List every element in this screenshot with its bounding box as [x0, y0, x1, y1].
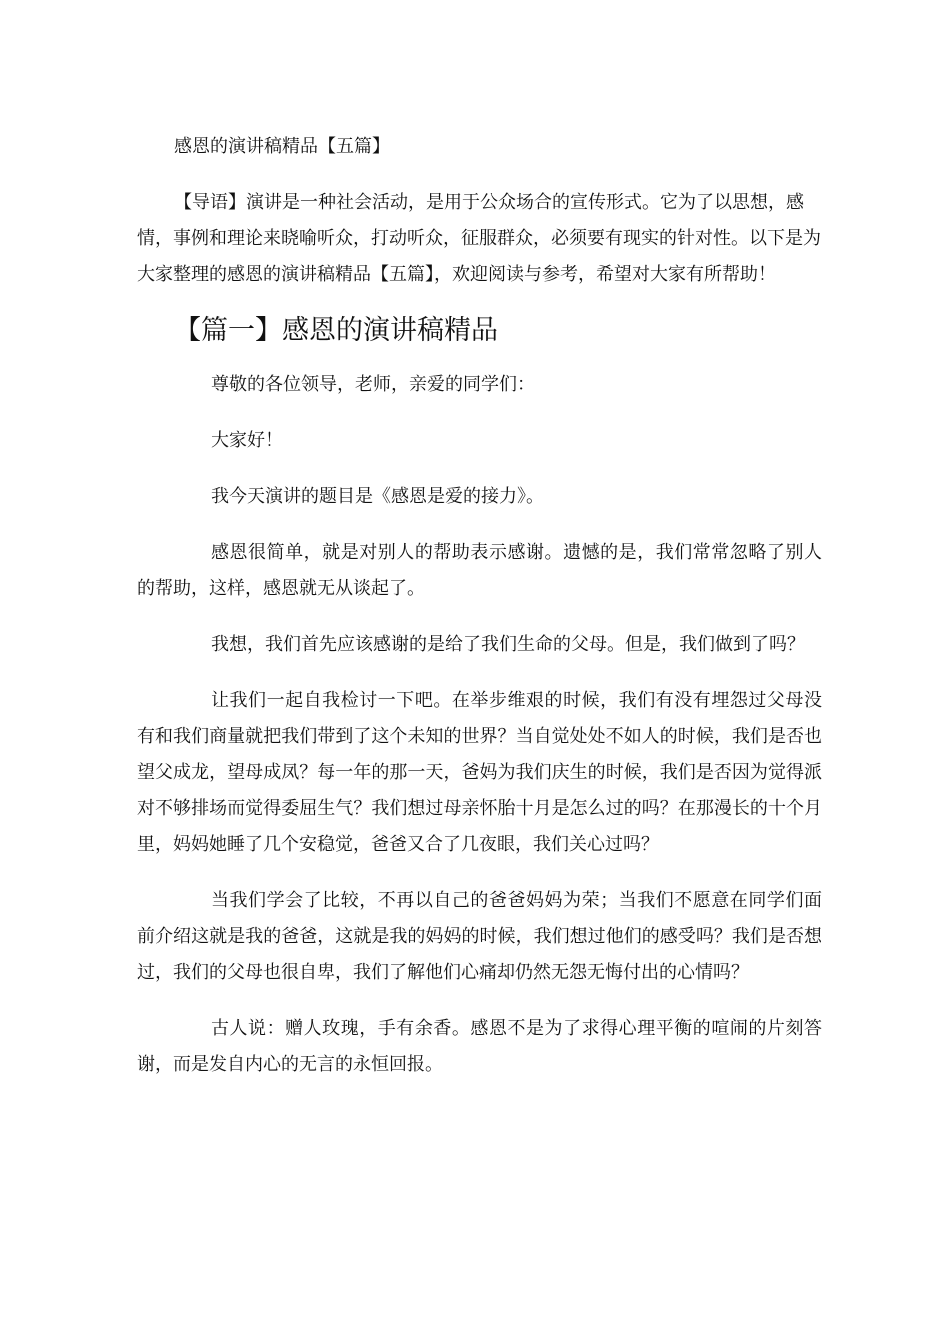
- salutation-paragraph: 尊敬的各位领导，老师，亲爱的同学们：: [211, 374, 535, 395]
- body-paragraph: 古人说：赠人玫瑰，手有余香。感恩不是为了求得心理平衡的喧闹的片刻答谢，而是发自内心的无言的永恒回报。: [137, 1018, 822, 1075]
- body-paragraph: 感恩很简单，就是对别人的帮助表示感谢。遗憾的是，我们常常忽略了别人的帮助，这样，感恩就无从谈起了。: [137, 542, 822, 599]
- greeting-paragraph: 大家好！: [211, 430, 283, 451]
- document-body: [137, 129, 822, 1103]
- intro-paragraph: 【导语】演讲是一种社会活动，是用于公众场合的宣传形式。它为了以思想，感情，事例和理论来晓喻听众，打动听众，征服群众，必须要有现实的针对性。以下是为大家整理的感恩的演讲稿精品【五篇】，欢迎阅读与参考，希望对大家有所帮助！: [137, 192, 821, 285]
- body-paragraph: 当我们学会了比较，不再以自己的爸爸妈妈为荣；当我们不愿意在同学们面前介绍这就是我的爸爸，这就是我的妈妈的时候，我们想过他们的感受吗？我们是否想过，我们的父母也很自卑，我们了解他们心痛却仍然无怨无悔付出的心情吗？: [137, 890, 822, 983]
- section-heading: 【篇一】感恩的演讲稿精品: [174, 315, 498, 346]
- body-paragraph: 让我们一起自我检讨一下吧。在举步维艰的时候，我们有没有埋怨过父母没有和我们商量就把我们带到了这个未知的世界？当自觉处处不如人的时候，我们是否也望父成龙，望母成凤？每一年的那一天，爸妈为我们庆生的时候，我们是否因为觉得派对不够排场而觉得委屈生气？我们想过母亲怀胎十月是怎么过的吗？在那漫长的十个月里，妈妈她睡了几个安稳觉，爸爸又合了几夜眼，我们关心过吗？: [137, 690, 822, 855]
- document-title: 感恩的演讲稿精品【五篇】: [174, 136, 390, 157]
- topic-paragraph: 我今天演讲的题目是《感恩是爱的接力》。: [211, 486, 544, 507]
- body-paragraph: 我想，我们首先应该感谢的是给了我们生命的父母。但是，我们做到了吗？: [211, 634, 805, 655]
